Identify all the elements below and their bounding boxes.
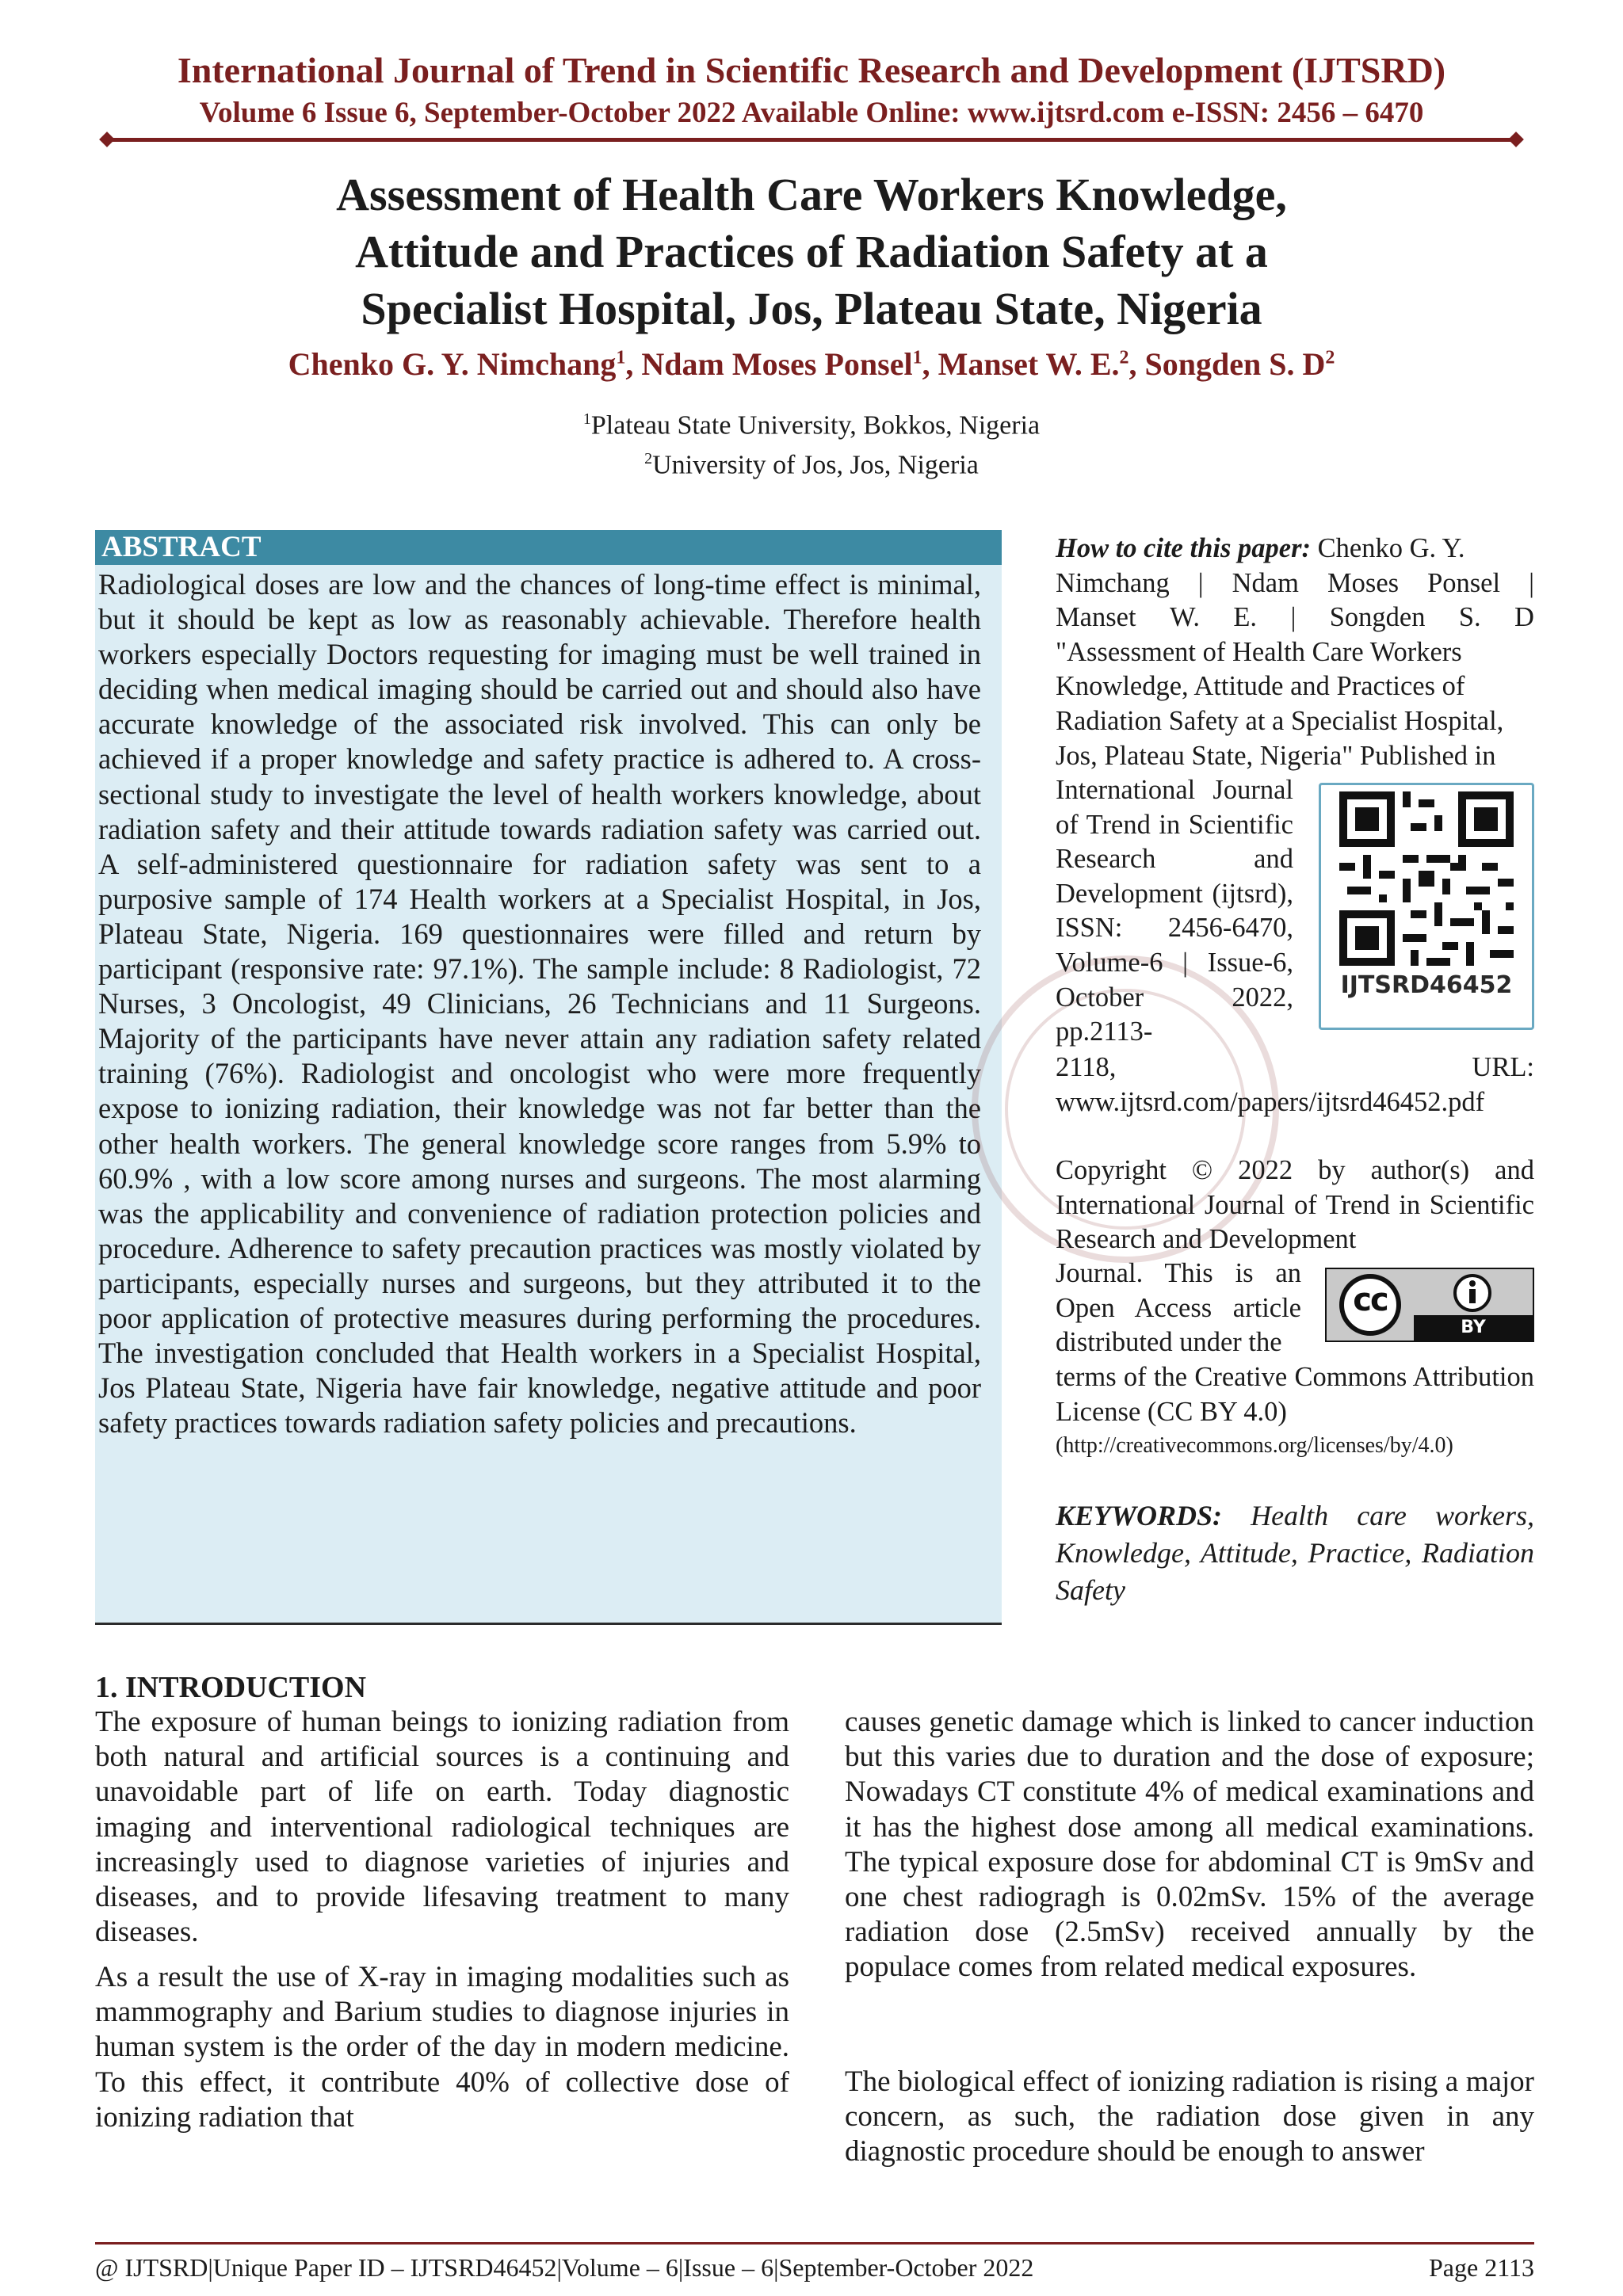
citation-tail <box>1056 1051 1534 1119</box>
affiliation-sup: 1 <box>582 410 591 428</box>
citation-word: Moses <box>1327 567 1400 598</box>
affiliation-text: Plateau State University, Bokkos, Nigeria <box>590 410 1041 441</box>
footer-item: Volume – 6 <box>561 2253 678 2282</box>
affiliation <box>0 450 1623 480</box>
body-paragraph: As a result the use of X-ray in imaging modalities such as mammography and Barium studies to diagnose injuries in human system is the order of the day in modern medicine. To this effect, it contribute 40% of collective dose of ionizing radiation that <box>95 1961 789 2134</box>
citation-text: "Assessment of Health Care Workers <box>1056 636 1462 667</box>
author-name: Chenko G. Y. Nimchang <box>288 346 617 382</box>
footer-item: Issue – 6 <box>683 2253 774 2282</box>
keywords-label: KEYWORDS: <box>1056 1500 1223 1531</box>
qr-code-label: IJTSRD46452 <box>1340 971 1513 999</box>
author-affil-sup: 2 <box>1119 347 1129 368</box>
citation-word: E. <box>1233 602 1258 633</box>
citation-word: | <box>1197 567 1204 598</box>
keywords <box>1056 1497 1534 1609</box>
author-affil-sup: 2 <box>1325 347 1335 368</box>
footer-separator: | <box>556 2253 562 2282</box>
header-rule-end-right <box>1508 132 1524 147</box>
paper-title <box>111 166 1512 338</box>
footer-separator: | <box>208 2253 213 2282</box>
citation-word: W. <box>1169 602 1200 633</box>
footer-spacer <box>1033 2252 1429 2283</box>
abstract-text: Radiological doses are low and the chances of long-time effect is minimal, but it should be kept as low as reasonably achievable. Therefore health workers especially Doctors requesting for imaging must be well trained in deciding when medical imaging should be carried out and should also have accurate knowledge of the associated risk involved. This can only be achieved if a proper knowledge and safety practice is adhered to. A cross- sectional study to investigate the level of health workers knowledge, about radiation safety and their attitude towards radiation safety was carried out. A self-administered questionnaire for radiation safety was sent to a purposive sample of 174 Health workers at a Specialist Hospital, in Jos, Plateau State, Nigeria. 169 questionnaires were filled and return by participant (responsive rate: 97.1%). The sample include: 8 Radiologist, 72 Nurses, 3 Oncologist, 49 Clinicians, 26 Technicians and 11 Surgeons. Majority of the participants have never attain any radiation safety related training (76%). Radiologist and oncologist who were more frequently expose to ionizing radiation, their knowledge was not far better than the other health workers. The general knowledge score ranges from 5.9% to 60.9% , with a low score among nurses and surgeons. The most alarming was the applicability and convenience of radiation protection policies and procedure. Adherence to safety precaution practices was mostly violated by participants, especially nurses and surgeons, but they attributed it to the poor application of protective measures during performing the procedures. The investigation concluded that Health workers in a Specialist Hospital, Jos Plateau State, Nigeria have fair knowledge, negative attitude and poor safety practices towards radiation safety policies and precautions. <box>98 568 981 1440</box>
body-paragraph: The biological effect of ionizing radiation is rising a major concern, as such, the radiation dose given in any diagnostic procedure should be enough to answer <box>845 2065 1534 2168</box>
author-list: Chenko G. Y. Nimchang$^1$, Ndam Moses Ponsel$^1$, Manset W. E.$^2$, Songden S. $D^2$ <box>288 346 1335 382</box>
journal-title: International Journal of Trend in Scientific Research and Development (IJTSRD) <box>177 50 1446 90</box>
citation-text: Radiation Safety at a Specialist Hospital, <box>1056 705 1504 736</box>
citation-word: URL: <box>1472 1052 1534 1082</box>
body-paragraph: causes genetic damage which is linked to cancer induction but this varies due to duration and the dose of exposure; Nowadays CT constitute 4% of medical examinations and it has the highest dose among all medical examinations. The typical exposure dose for abdominal CT is 9mSv and one chest radiogragh is 0.02mSv. 15% of the average radiation dose (2.5mSv) received annually by the populace comes from related medical exposures. <box>845 1706 1534 1984</box>
citation-line <box>1056 669 1534 704</box>
paper-title-line: Specialist Hospital, Jos, Plateau State, Nigeria <box>361 283 1262 334</box>
keywords-text: Health care workers, Knowledge, Attitude, Practice, Radiation Safety <box>1056 1500 1535 1606</box>
citation-word: Manset <box>1056 602 1136 633</box>
copyright-text: Copyright © 2022 by author(s) and International Journal of Trend in Scientific Research and Development <box>1056 1155 1534 1255</box>
copyright-narrow-text: Journal. This is an Open Access article distributed under the <box>1056 1258 1301 1358</box>
author-name: Manset W. E. <box>938 346 1120 382</box>
qr-code-icon <box>1339 791 1514 966</box>
citation-word: Ndam <box>1232 567 1299 598</box>
cc-by-label: BY <box>1461 1318 1486 1337</box>
author-affil-sup: 1 <box>912 347 922 368</box>
page-number: Page 2113 <box>1428 2253 1534 2282</box>
footer-separator: | <box>678 2253 684 2282</box>
citation-narrow-text: International Journal of Trend in Scientific Research and Development (ijtsrd), ISSN: 2456-6470, Volume-6 | Issue-6, October 2022, pp.2113- <box>1056 775 1293 1047</box>
citation-word: | <box>1529 567 1534 598</box>
citation-line <box>1056 1051 1534 1085</box>
affiliation-sup: 2 <box>644 450 653 467</box>
citation-line <box>1056 704 1534 739</box>
footer-separator: | <box>773 2253 779 2282</box>
page-footer <box>95 2252 1534 2283</box>
copyright-tail: terms of the Creative Commons Attribution License (CC BY 4.0) <box>1056 1362 1534 1427</box>
abstract-heading: ABSTRACT <box>95 530 1002 565</box>
citation-word: D <box>1514 602 1534 633</box>
author-name: Ndam Moses Ponsel <box>641 346 913 382</box>
footer-rule <box>95 2242 1534 2245</box>
citation-url[interactable]: www.ijtsrd.com/papers/ijtsrd46452.pdf <box>1056 1086 1485 1117</box>
header-rule-end-left <box>99 132 115 147</box>
citation-word: Ponsel <box>1427 567 1501 598</box>
citation-line <box>1056 635 1534 670</box>
affiliation <box>0 410 1623 441</box>
footer-item: @ IJTSRD <box>95 2253 208 2282</box>
citation-word: 2118, <box>1056 1052 1117 1082</box>
citation-label: How to cite this paper: <box>1056 533 1311 563</box>
journal-subline: Volume 6 Issue 6, September-October 2022 Available Online: www.ijtsrd.com e-ISSN: 2456 – 6470 <box>199 97 1424 129</box>
citation-text: Knowledge, Attitude and Practices of <box>1056 671 1465 702</box>
author-name: Songden S. D <box>1144 346 1326 382</box>
citation-line <box>1056 739 1534 774</box>
citation-line <box>1056 566 1534 601</box>
cc-badge-label: cc <box>1353 1282 1388 1318</box>
affiliation-text: University of Jos, Jos, Nigeria <box>652 450 979 480</box>
cc-by-badge[interactable] <box>1325 1268 1534 1342</box>
citation-text: Chenko G. Y. <box>1317 533 1465 563</box>
body-paragraph: The exposure of human beings to ionizing radiation from both natural and artificial sources is a continuing and unavoidable part of life on earth. Today diagnostic imaging and interventional radiological techniques are increasingly used to diagnose varieties of injuries and diseases, and to provide lifesaving treatment to many diseases. <box>95 1706 789 1949</box>
citation-word: Songden <box>1329 602 1426 633</box>
citation-text: Jos, Plateau State, Nigeria" Published in <box>1056 740 1496 771</box>
paper-title-line: Assessment of Health Care Workers Knowledge, <box>336 169 1287 220</box>
license-url[interactable]: (http://creativecommons.org/licenses/by/4.0) <box>1056 1433 1453 1458</box>
header-rule <box>106 138 1517 142</box>
citation-line <box>1056 532 1534 566</box>
citation-word: S. <box>1458 602 1481 633</box>
section-heading: 1. INTRODUCTION <box>95 1671 367 1704</box>
footer-item: Unique Paper ID – IJTSRD46452 <box>212 2253 557 2282</box>
citation-line <box>1056 601 1534 635</box>
author-affil-sup: 1 <box>616 347 626 368</box>
footer-item: September-October 2022 <box>778 2253 1034 2282</box>
citation-block <box>1056 532 1534 773</box>
paper-title-line: Attitude and Practices of Radiation Safety at a <box>355 226 1268 277</box>
citation-word: | <box>1290 602 1296 633</box>
citation-word: Nimchang <box>1056 567 1170 598</box>
